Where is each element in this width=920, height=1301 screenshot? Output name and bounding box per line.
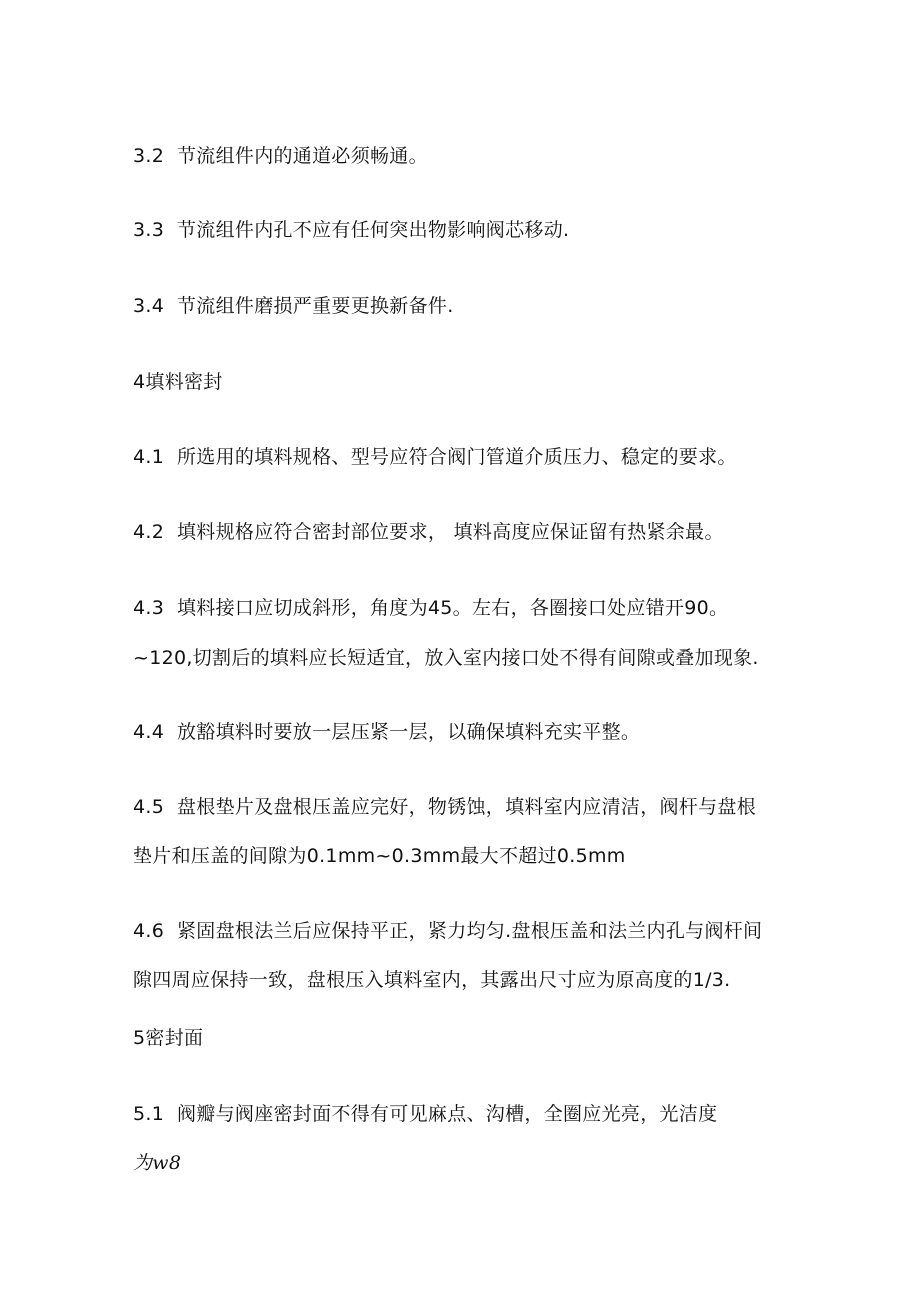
item-number: 3.4 [133,295,165,317]
heading-text: 4填料密封 [133,371,223,393]
item-number: 4.5 [133,796,165,818]
paragraph-4-4 [133,719,803,745]
paragraph-3-2 [133,143,803,169]
paragraph-3-3 [133,217,803,243]
item-number: 4.4 [133,721,165,743]
paragraph-4-5-continuation [133,843,803,869]
item-number: 4.2 [133,521,165,543]
item-text: 填料规格应符合密封部位要求， 填料高度应保证留有热紧余最。 [177,521,724,543]
item-number: 3.2 [133,145,165,167]
paragraph-5-1 [133,1101,803,1127]
section-heading-5 [133,1025,803,1051]
paragraph-4-3 [133,595,803,621]
item-number: 4.3 [133,597,165,619]
paragraph-4-3-continuation [133,645,803,671]
paragraph-5-1-continuation [133,1150,803,1176]
paragraph-4-6 [133,918,803,944]
item-text: 阀瓣与阀座密封面不得有可见麻点、沟槽，全圈应光亮，光洁度 [177,1103,718,1125]
item-number: 4.6 [133,920,165,942]
item-text: 节流组件内的通道必须畅通。 [177,145,428,167]
item-text: 填料接口应切成斜形，角度为45。左右，各圈接口处应错开90。 [177,597,729,619]
heading-text: 5密封面 [133,1027,204,1049]
item-continuation: 垫片和压盖的间隙为0.1mm~0.3mm最大不超过0.5mm [133,845,626,867]
item-text: 紧固盘根法兰后应保持平正，紧力均匀.盘根压盖和法兰内孔与阀杆间 [177,920,763,942]
paragraph-4-5 [133,794,803,820]
item-number: 3.3 [133,219,165,241]
item-number: 5.1 [133,1103,165,1125]
paragraph-4-2 [133,519,803,545]
item-text: 所选用的填料规格、型号应符合阀门管道介质压力、稳定的要求。 [177,446,737,468]
paragraph-4-6-continuation [133,967,803,993]
section-heading-4 [133,369,803,395]
item-text: 节流组件磨损严重要更换新备件. [177,295,454,317]
item-continuation: ~120,切割后的填料应长短适宜，放入室内接口处不得有间隙或叠加现象. [133,647,759,669]
item-text: 盘根垫片及盘根压盖应完好，物锈蚀，填料室内应清洁，阀杆与盘根 [177,796,757,818]
paragraph-3-4 [133,293,803,319]
item-continuation: 隙四周应保持一致，盘根压入填料室内，其露出尺寸应为原高度的1/3. [133,969,731,991]
item-number: 4.1 [133,446,165,468]
item-continuation: 为w8 [133,1152,182,1174]
paragraph-4-1 [133,444,803,470]
item-text: 放豁填料时要放一层压紧一层，以确保填料充实平整。 [177,721,641,743]
item-text: 节流组件内孔不应有任何突出物影响阀芯移动. [177,219,570,241]
